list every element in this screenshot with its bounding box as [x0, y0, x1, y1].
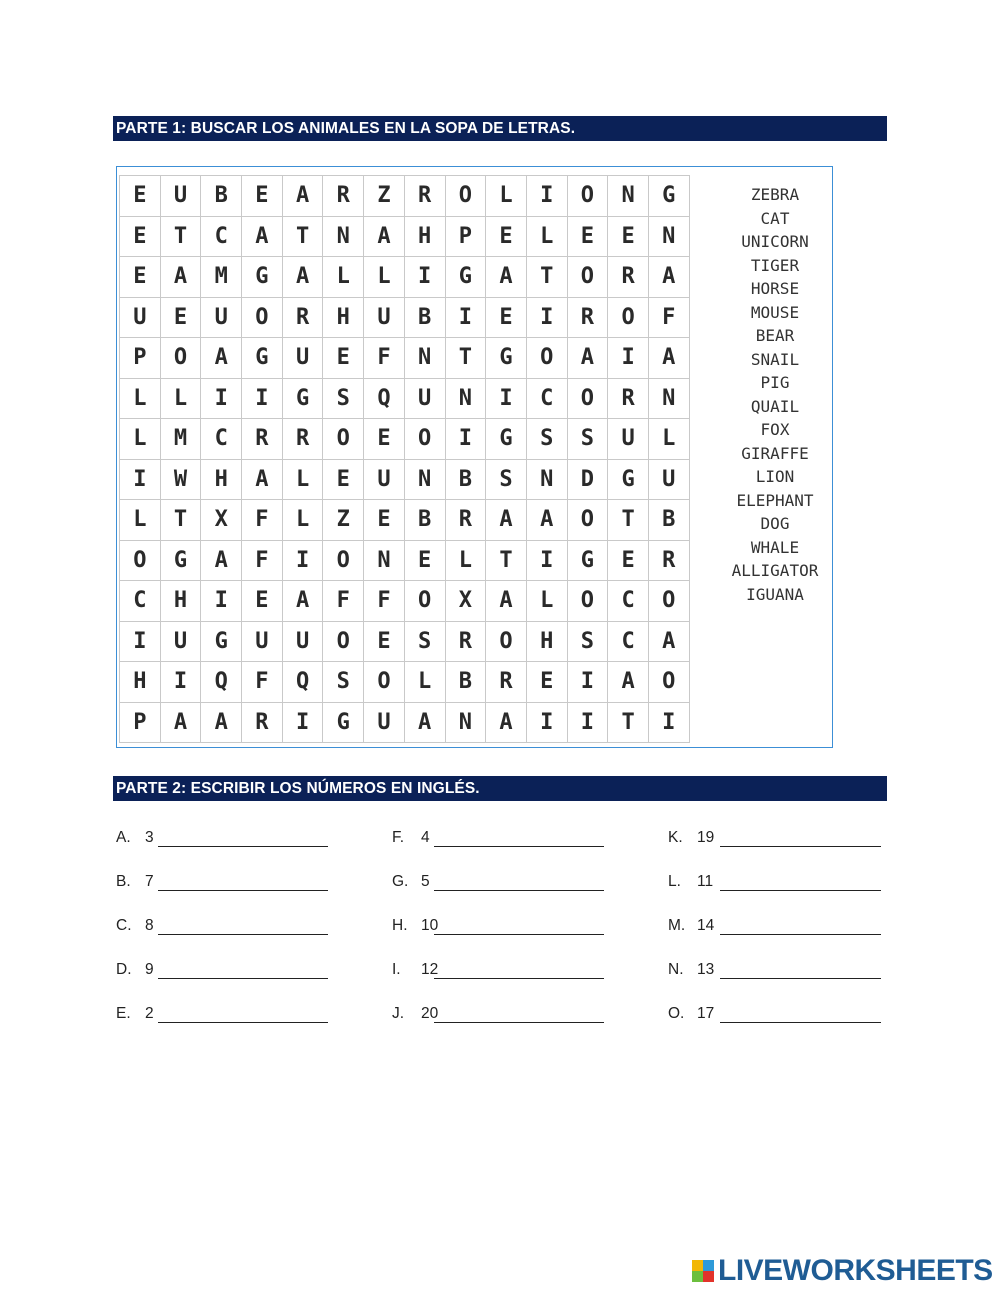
grid-cell[interactable]: D [568, 460, 609, 501]
grid-cell[interactable]: E [486, 217, 527, 258]
grid-cell[interactable]: L [527, 581, 568, 622]
grid-cell[interactable]: N [405, 338, 446, 379]
grid-cell[interactable]: R [405, 176, 446, 217]
grid-cell[interactable]: F [364, 581, 405, 622]
word-list-item: HORSE [750, 279, 800, 298]
grid-cell[interactable]: O [568, 257, 609, 298]
answer-line[interactable] [434, 829, 604, 847]
exercise-number: 3 [145, 829, 154, 846]
grid-cell[interactable]: A [283, 257, 324, 298]
grid-cell[interactable]: A [486, 703, 527, 744]
grid-cell[interactable]: O [649, 581, 690, 622]
grid-cell[interactable]: O [405, 419, 446, 460]
grid-cell[interactable]: X [201, 500, 242, 541]
grid-cell[interactable]: N [649, 217, 690, 258]
word-list-item: ELEPHANT [736, 490, 814, 510]
grid-cell[interactable]: H [323, 298, 364, 339]
grid-cell[interactable]: R [649, 541, 690, 582]
grid-cell[interactable]: G [649, 176, 690, 217]
grid-cell[interactable]: N [649, 379, 690, 420]
grid-cell[interactable]: I [201, 581, 242, 622]
grid-cell[interactable]: R [608, 379, 649, 420]
answer-line[interactable] [720, 873, 881, 891]
grid-cell[interactable]: U [120, 298, 161, 339]
word-list [729, 183, 821, 606]
grid-cell[interactable]: A [649, 257, 690, 298]
grid-cell[interactable]: R [608, 257, 649, 298]
grid-cell[interactable]: U [161, 176, 202, 217]
grid-cell[interactable]: R [486, 662, 527, 703]
grid-cell[interactable]: M [201, 257, 242, 298]
grid-cell[interactable]: A [283, 176, 324, 217]
letter-grid [119, 175, 690, 743]
grid-cell[interactable]: L [120, 419, 161, 460]
grid-cell[interactable]: O [486, 622, 527, 663]
exercise-number: 7 [145, 873, 154, 890]
grid-cell[interactable]: O [568, 176, 609, 217]
logo-text: LIVEWORKSHEETS [718, 1254, 993, 1287]
grid-cell[interactable]: L [283, 500, 324, 541]
grid-cell[interactable]: R [242, 703, 283, 744]
grid-cell[interactable]: O [242, 298, 283, 339]
grid-cell[interactable]: N [446, 703, 487, 744]
grid-cell[interactable]: R [242, 419, 283, 460]
part2-title: PARTE 2: ESCRIBIR LOS NÚMEROS EN INGLÉS. [113, 776, 887, 801]
grid-cell[interactable]: C [527, 379, 568, 420]
exercise-letter: C. [116, 917, 132, 934]
grid-cell[interactable]: E [242, 176, 283, 217]
grid-cell[interactable]: G [242, 257, 283, 298]
grid-cell[interactable]: L [364, 257, 405, 298]
grid-cell[interactable]: N [527, 460, 568, 501]
grid-cell[interactable]: I [486, 379, 527, 420]
grid-cell[interactable]: P [446, 217, 487, 258]
grid-cell[interactable]: O [568, 500, 609, 541]
grid-cell[interactable]: G [446, 257, 487, 298]
number-exercise [116, 829, 328, 849]
grid-cell[interactable]: E [161, 298, 202, 339]
grid-cell[interactable]: G [486, 419, 527, 460]
grid-cell[interactable]: F [242, 500, 283, 541]
word-list-item: ALLIGATOR [731, 561, 819, 580]
grid-cell[interactable]: I [120, 622, 161, 663]
grid-cell[interactable]: H [120, 662, 161, 703]
grid-cell[interactable]: A [283, 581, 324, 622]
exercise-letter: F. [392, 829, 405, 846]
grid-cell[interactable]: B [405, 500, 446, 541]
word-list-item: QUAIL [750, 396, 800, 416]
grid-cell[interactable]: E [608, 541, 649, 582]
grid-cell[interactable]: H [161, 581, 202, 622]
grid-cell[interactable]: O [323, 622, 364, 663]
grid-cell[interactable]: F [649, 298, 690, 339]
grid-cell[interactable]: U [283, 622, 324, 663]
grid-cell[interactable]: R [446, 622, 487, 663]
number-exercise [392, 873, 604, 893]
grid-cell[interactable]: I [527, 541, 568, 582]
word-list-item: SNAIL [750, 349, 800, 369]
exercise-letter: E. [116, 1005, 131, 1022]
grid-cell[interactable]: C [608, 581, 649, 622]
grid-cell[interactable]: I [527, 298, 568, 339]
exercise-number: 12 [421, 961, 439, 978]
grid-cell[interactable]: U [364, 460, 405, 501]
number-exercise [668, 1005, 881, 1025]
grid-cell[interactable]: A [405, 703, 446, 744]
grid-cell[interactable]: T [283, 217, 324, 258]
grid-cell[interactable]: U [649, 460, 690, 501]
grid-cell[interactable]: Q [283, 662, 324, 703]
grid-cell[interactable]: S [323, 379, 364, 420]
exercise-number: 11 [697, 873, 714, 890]
number-exercise [116, 961, 328, 981]
number-exercise [668, 829, 881, 849]
grid-cell[interactable]: S [323, 662, 364, 703]
answer-line[interactable] [720, 917, 881, 935]
exercise-letter: K. [668, 829, 683, 846]
grid-cell[interactable]: P [120, 703, 161, 744]
grid-cell[interactable]: X [446, 581, 487, 622]
grid-cell[interactable]: L [649, 419, 690, 460]
grid-cell[interactable]: O [161, 338, 202, 379]
grid-cell[interactable]: A [486, 581, 527, 622]
grid-cell[interactable]: R [323, 176, 364, 217]
answer-line[interactable] [158, 917, 328, 935]
grid-cell[interactable]: T [486, 541, 527, 582]
answer-line[interactable] [434, 1005, 604, 1023]
grid-cell[interactable]: E [242, 581, 283, 622]
answer-line[interactable] [720, 961, 881, 979]
grid-cell[interactable]: E [486, 298, 527, 339]
answer-line[interactable] [434, 961, 604, 979]
grid-cell[interactable]: E [527, 662, 568, 703]
grid-cell[interactable]: A [201, 338, 242, 379]
exercise-number: 9 [145, 961, 154, 978]
grid-cell[interactable]: O [527, 338, 568, 379]
exercise-letter: G. [392, 873, 409, 890]
grid-cell[interactable]: A [364, 217, 405, 258]
grid-cell[interactable]: O [120, 541, 161, 582]
grid-cell[interactable]: S [568, 622, 609, 663]
answer-line[interactable] [158, 829, 328, 847]
grid-cell[interactable]: E [364, 419, 405, 460]
grid-cell[interactable]: N [364, 541, 405, 582]
grid-cell[interactable]: U [364, 298, 405, 339]
grid-cell[interactable]: A [608, 662, 649, 703]
word-list-item: TIGER [750, 255, 800, 275]
grid-cell[interactable]: R [283, 419, 324, 460]
exercise-number: 4 [421, 829, 430, 846]
grid-cell[interactable]: I [446, 298, 487, 339]
exercise-letter: D. [116, 961, 132, 978]
number-exercise [116, 1005, 328, 1025]
grid-cell[interactable]: E [120, 217, 161, 258]
number-exercise [668, 873, 881, 893]
grid-cell[interactable]: A [486, 257, 527, 298]
grid-cell[interactable]: B [446, 460, 487, 501]
grid-cell[interactable]: I [201, 379, 242, 420]
grid-cell[interactable]: L [486, 176, 527, 217]
grid-cell[interactable]: G [608, 460, 649, 501]
grid-cell[interactable]: I [527, 176, 568, 217]
grid-cell[interactable]: A [568, 338, 609, 379]
grid-cell[interactable]: B [446, 662, 487, 703]
grid-cell[interactable]: F [242, 662, 283, 703]
grid-cell[interactable]: H [405, 217, 446, 258]
grid-cell[interactable]: E [323, 338, 364, 379]
exercise-letter: L. [668, 873, 681, 890]
exercise-number: 10 [421, 917, 439, 934]
grid-cell[interactable]: O [446, 176, 487, 217]
grid-cell[interactable]: G [568, 541, 609, 582]
grid-cell[interactable]: E [364, 622, 405, 663]
number-exercise [668, 961, 881, 981]
exercise-number: 13 [697, 961, 715, 978]
answer-line[interactable] [158, 1005, 328, 1023]
exercise-number: 20 [421, 1005, 439, 1022]
grid-cell[interactable]: H [527, 622, 568, 663]
grid-cell[interactable]: M [161, 419, 202, 460]
answer-line[interactable] [158, 961, 328, 979]
number-exercise [116, 917, 328, 937]
grid-cell[interactable]: B [649, 500, 690, 541]
number-exercise [116, 873, 328, 893]
grid-cell[interactable]: R [446, 500, 487, 541]
logo-mark-icon [692, 1260, 714, 1282]
word-list-item: LION [755, 467, 795, 486]
grid-cell[interactable]: B [201, 176, 242, 217]
grid-cell[interactable]: L [161, 379, 202, 420]
word-list-item: CAT [760, 208, 790, 228]
number-exercise [392, 961, 604, 981]
grid-cell[interactable]: S [405, 622, 446, 663]
grid-cell[interactable]: T [608, 703, 649, 744]
grid-cell[interactable]: I [649, 703, 690, 744]
grid-cell[interactable]: G [283, 379, 324, 420]
grid-cell[interactable]: T [527, 257, 568, 298]
grid-cell[interactable]: A [161, 703, 202, 744]
number-exercise [392, 829, 604, 849]
grid-cell[interactable]: U [405, 379, 446, 420]
exercise-letter: B. [116, 873, 131, 890]
exercise-letter: A. [116, 829, 131, 846]
answer-line[interactable] [434, 873, 604, 891]
grid-cell[interactable]: R [568, 298, 609, 339]
grid-cell[interactable]: G [161, 541, 202, 582]
grid-cell[interactable]: E [364, 500, 405, 541]
grid-cell[interactable]: U [283, 338, 324, 379]
grid-cell[interactable]: G [486, 338, 527, 379]
exercise-number: 8 [145, 917, 154, 934]
grid-cell[interactable]: S [568, 419, 609, 460]
grid-cell[interactable]: U [201, 298, 242, 339]
grid-cell[interactable]: O [323, 419, 364, 460]
grid-cell[interactable]: G [201, 622, 242, 663]
exercise-number: 19 [697, 829, 715, 846]
grid-cell[interactable]: A [649, 338, 690, 379]
word-list-item: BEAR [755, 326, 795, 345]
grid-cell[interactable]: L [120, 500, 161, 541]
word-list-item: GIRAFFE [741, 443, 809, 463]
grid-cell[interactable]: I [120, 460, 161, 501]
exercise-letter: N. [668, 961, 684, 978]
grid-cell[interactable]: E [568, 217, 609, 258]
grid-cell[interactable]: A [242, 217, 283, 258]
grid-cell[interactable]: I [446, 419, 487, 460]
grid-cell[interactable]: P [120, 338, 161, 379]
grid-cell[interactable]: Q [364, 379, 405, 420]
grid-cell[interactable]: O [405, 581, 446, 622]
grid-cell[interactable]: T [161, 500, 202, 541]
grid-cell[interactable]: N [608, 176, 649, 217]
exercise-number: 2 [145, 1005, 154, 1022]
grid-cell[interactable]: C [120, 581, 161, 622]
grid-cell[interactable]: I [161, 662, 202, 703]
grid-cell[interactable]: C [201, 419, 242, 460]
grid-cell[interactable]: I [568, 662, 609, 703]
grid-cell[interactable]: I [608, 338, 649, 379]
grid-cell[interactable]: T [608, 500, 649, 541]
grid-cell[interactable]: N [323, 217, 364, 258]
word-list-item: IGUANA [746, 584, 804, 604]
grid-cell[interactable]: O [568, 379, 609, 420]
word-list-item: ZEBRA [750, 185, 800, 204]
grid-cell[interactable]: N [446, 379, 487, 420]
grid-cell[interactable]: R [283, 298, 324, 339]
grid-cell[interactable]: C [201, 217, 242, 258]
word-search-puzzle [116, 166, 833, 748]
exercise-number: 14 [697, 917, 715, 934]
grid-cell[interactable]: E [120, 176, 161, 217]
grid-cell[interactable]: A [242, 460, 283, 501]
grid-cell[interactable]: U [242, 622, 283, 663]
word-list-item: PIG [760, 373, 790, 392]
grid-cell[interactable]: L [446, 541, 487, 582]
grid-cell[interactable]: F [323, 581, 364, 622]
word-list-item: UNICORN [741, 232, 809, 251]
exercise-letter: M. [668, 917, 686, 934]
exercise-number: 5 [421, 873, 430, 890]
grid-cell[interactable]: T [161, 217, 202, 258]
grid-cell[interactable]: G [323, 703, 364, 744]
grid-cell[interactable]: Z [323, 500, 364, 541]
grid-cell[interactable]: G [242, 338, 283, 379]
answer-line[interactable] [720, 829, 881, 847]
grid-cell[interactable]: A [201, 703, 242, 744]
grid-cell[interactable]: Q [201, 662, 242, 703]
exercise-letter: O. [668, 1005, 685, 1022]
word-list-item: FOX [760, 420, 790, 439]
grid-cell[interactable]: I [242, 379, 283, 420]
grid-cell[interactable]: O [608, 298, 649, 339]
answer-line[interactable] [158, 873, 328, 891]
exercise-number: 17 [697, 1005, 715, 1022]
grid-cell[interactable]: A [649, 622, 690, 663]
exercise-letter: H. [392, 917, 408, 934]
grid-cell[interactable]: L [527, 217, 568, 258]
grid-cell[interactable]: L [405, 662, 446, 703]
grid-cell[interactable]: S [527, 419, 568, 460]
word-list-item: MOUSE [750, 302, 800, 322]
grid-cell[interactable]: A [527, 500, 568, 541]
part1-title: PARTE 1: BUSCAR LOS ANIMALES EN LA SOPA DE LETRAS. [113, 116, 887, 141]
number-exercise [392, 1005, 604, 1025]
grid-cell[interactable]: L [283, 460, 324, 501]
grid-cell[interactable]: I [283, 703, 324, 744]
grid-cell[interactable]: E [120, 257, 161, 298]
word-list-item: WHALE [750, 537, 800, 557]
grid-cell[interactable]: N [405, 460, 446, 501]
grid-cell[interactable]: E [608, 217, 649, 258]
grid-cell[interactable]: O [649, 662, 690, 703]
grid-cell[interactable]: I [405, 257, 446, 298]
exercise-letter: J. [392, 1005, 405, 1022]
liveworksheets-logo [692, 1256, 993, 1286]
grid-cell[interactable]: I [527, 703, 568, 744]
grid-cell[interactable]: B [405, 298, 446, 339]
grid-cell[interactable]: O [323, 541, 364, 582]
grid-cell[interactable]: H [201, 460, 242, 501]
grid-cell[interactable]: C [608, 622, 649, 663]
grid-cell[interactable]: L [323, 257, 364, 298]
grid-cell[interactable]: O [568, 581, 609, 622]
number-exercise [668, 917, 881, 937]
grid-cell[interactable]: I [283, 541, 324, 582]
grid-cell[interactable]: U [608, 419, 649, 460]
grid-cell[interactable]: I [568, 703, 609, 744]
grid-cell[interactable]: T [446, 338, 487, 379]
exercise-letter: I. [392, 961, 401, 978]
grid-cell[interactable]: F [364, 338, 405, 379]
grid-cell[interactable]: A [161, 257, 202, 298]
grid-cell[interactable]: L [120, 379, 161, 420]
grid-cell[interactable]: U [364, 703, 405, 744]
grid-cell[interactable]: F [242, 541, 283, 582]
grid-cell[interactable]: E [323, 460, 364, 501]
grid-cell[interactable]: S [486, 460, 527, 501]
answer-line[interactable] [434, 917, 604, 935]
grid-cell[interactable]: O [364, 662, 405, 703]
number-exercise [392, 917, 604, 937]
grid-cell[interactable]: A [486, 500, 527, 541]
grid-cell[interactable]: U [161, 622, 202, 663]
answer-line[interactable] [720, 1005, 881, 1023]
grid-cell[interactable]: W [161, 460, 202, 501]
grid-cell[interactable]: Z [364, 176, 405, 217]
grid-cell[interactable]: E [405, 541, 446, 582]
grid-cell[interactable]: A [201, 541, 242, 582]
word-list-item: DOG [760, 514, 790, 533]
